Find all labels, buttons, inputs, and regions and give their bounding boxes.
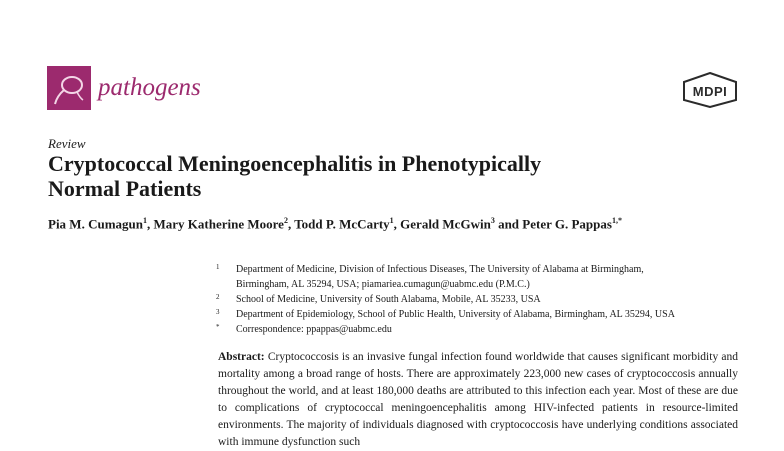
author-name: Peter G. Pappas bbox=[522, 216, 612, 232]
author-name: Gerald McGwin bbox=[400, 216, 491, 232]
affiliation-mark: 3 bbox=[216, 308, 220, 316]
affiliation-item bbox=[216, 307, 736, 322]
microbe-icon bbox=[47, 66, 91, 110]
affiliation-line: Birmingham, AL 35294, USA; piamariea.cumagun@uabmc.edu (P.M.C.) bbox=[236, 279, 530, 290]
title-line-2: Normal Patients bbox=[48, 176, 202, 201]
author-affiliation-mark: 2 bbox=[283, 216, 288, 225]
author-separator: , bbox=[287, 216, 295, 232]
affiliation-line: School of Medicine, University of South Alabama, Mobile, AL 35233, USA bbox=[236, 294, 541, 305]
author-name: Pia M. Cumagun bbox=[48, 216, 143, 232]
journal-name: pathogens bbox=[98, 74, 201, 101]
affiliation-line: Correspondence: ppappas@uabmc.edu bbox=[236, 324, 392, 335]
affiliation-mark: * bbox=[216, 323, 220, 331]
publisher-name: MDPI bbox=[692, 84, 728, 99]
author-name: Mary Katherine Moore bbox=[153, 216, 284, 232]
affiliation-line: Department of Epidemiology, School of Public Health, University of Alabama, Birmingham, AL 35294, USA bbox=[236, 309, 675, 320]
affiliations bbox=[216, 262, 736, 337]
author-affiliation-mark: 3 bbox=[490, 216, 495, 225]
affiliation-item bbox=[216, 322, 736, 337]
affiliation-line: Department of Medicine, Division of Infectious Diseases, The University of Alabama at Birmingham, bbox=[236, 264, 644, 275]
abstract bbox=[218, 349, 738, 451]
journal-logo bbox=[47, 66, 91, 110]
author-separator: , bbox=[393, 216, 401, 232]
abstract-label: Abstract: bbox=[218, 351, 265, 363]
affiliation-mark: 1 bbox=[216, 263, 220, 271]
author-affiliation-mark: 1 bbox=[389, 216, 394, 225]
author-affiliation-mark: 1 bbox=[142, 216, 147, 225]
affiliation-item bbox=[216, 292, 736, 307]
author-separator: and bbox=[494, 216, 523, 232]
author-name: Todd P. McCarty bbox=[294, 216, 390, 232]
abstract-text: Cryptococcosis is an invasive fungal infection found worldwide that causes significant morbidity and mortality among a broad range of hosts. There are approximately 223,000 new cases of cryptococcosis annually throughout the world, and at least 180,000 deaths are attributed to this infection each year. Most of these are due to complications of cryptococcal meningoencephalitis among HIV-infected patients in resource-limited environments. The majority of individuals diagnosed with cryptococcosis have underlying conditions associated with immune dysfunction such bbox=[218, 351, 738, 448]
page-title bbox=[48, 151, 708, 201]
author-affiliation-mark: 1,* bbox=[611, 216, 622, 225]
affiliation-item bbox=[216, 262, 736, 292]
title-line-1: Cryptococcal Meningoencephalitis in Phenotypically bbox=[48, 151, 542, 176]
affiliation-mark: 2 bbox=[216, 293, 220, 301]
article-type: Review bbox=[48, 136, 86, 151]
author-list bbox=[48, 216, 622, 232]
author-separator: , bbox=[146, 216, 154, 232]
publisher-logo bbox=[681, 72, 739, 108]
